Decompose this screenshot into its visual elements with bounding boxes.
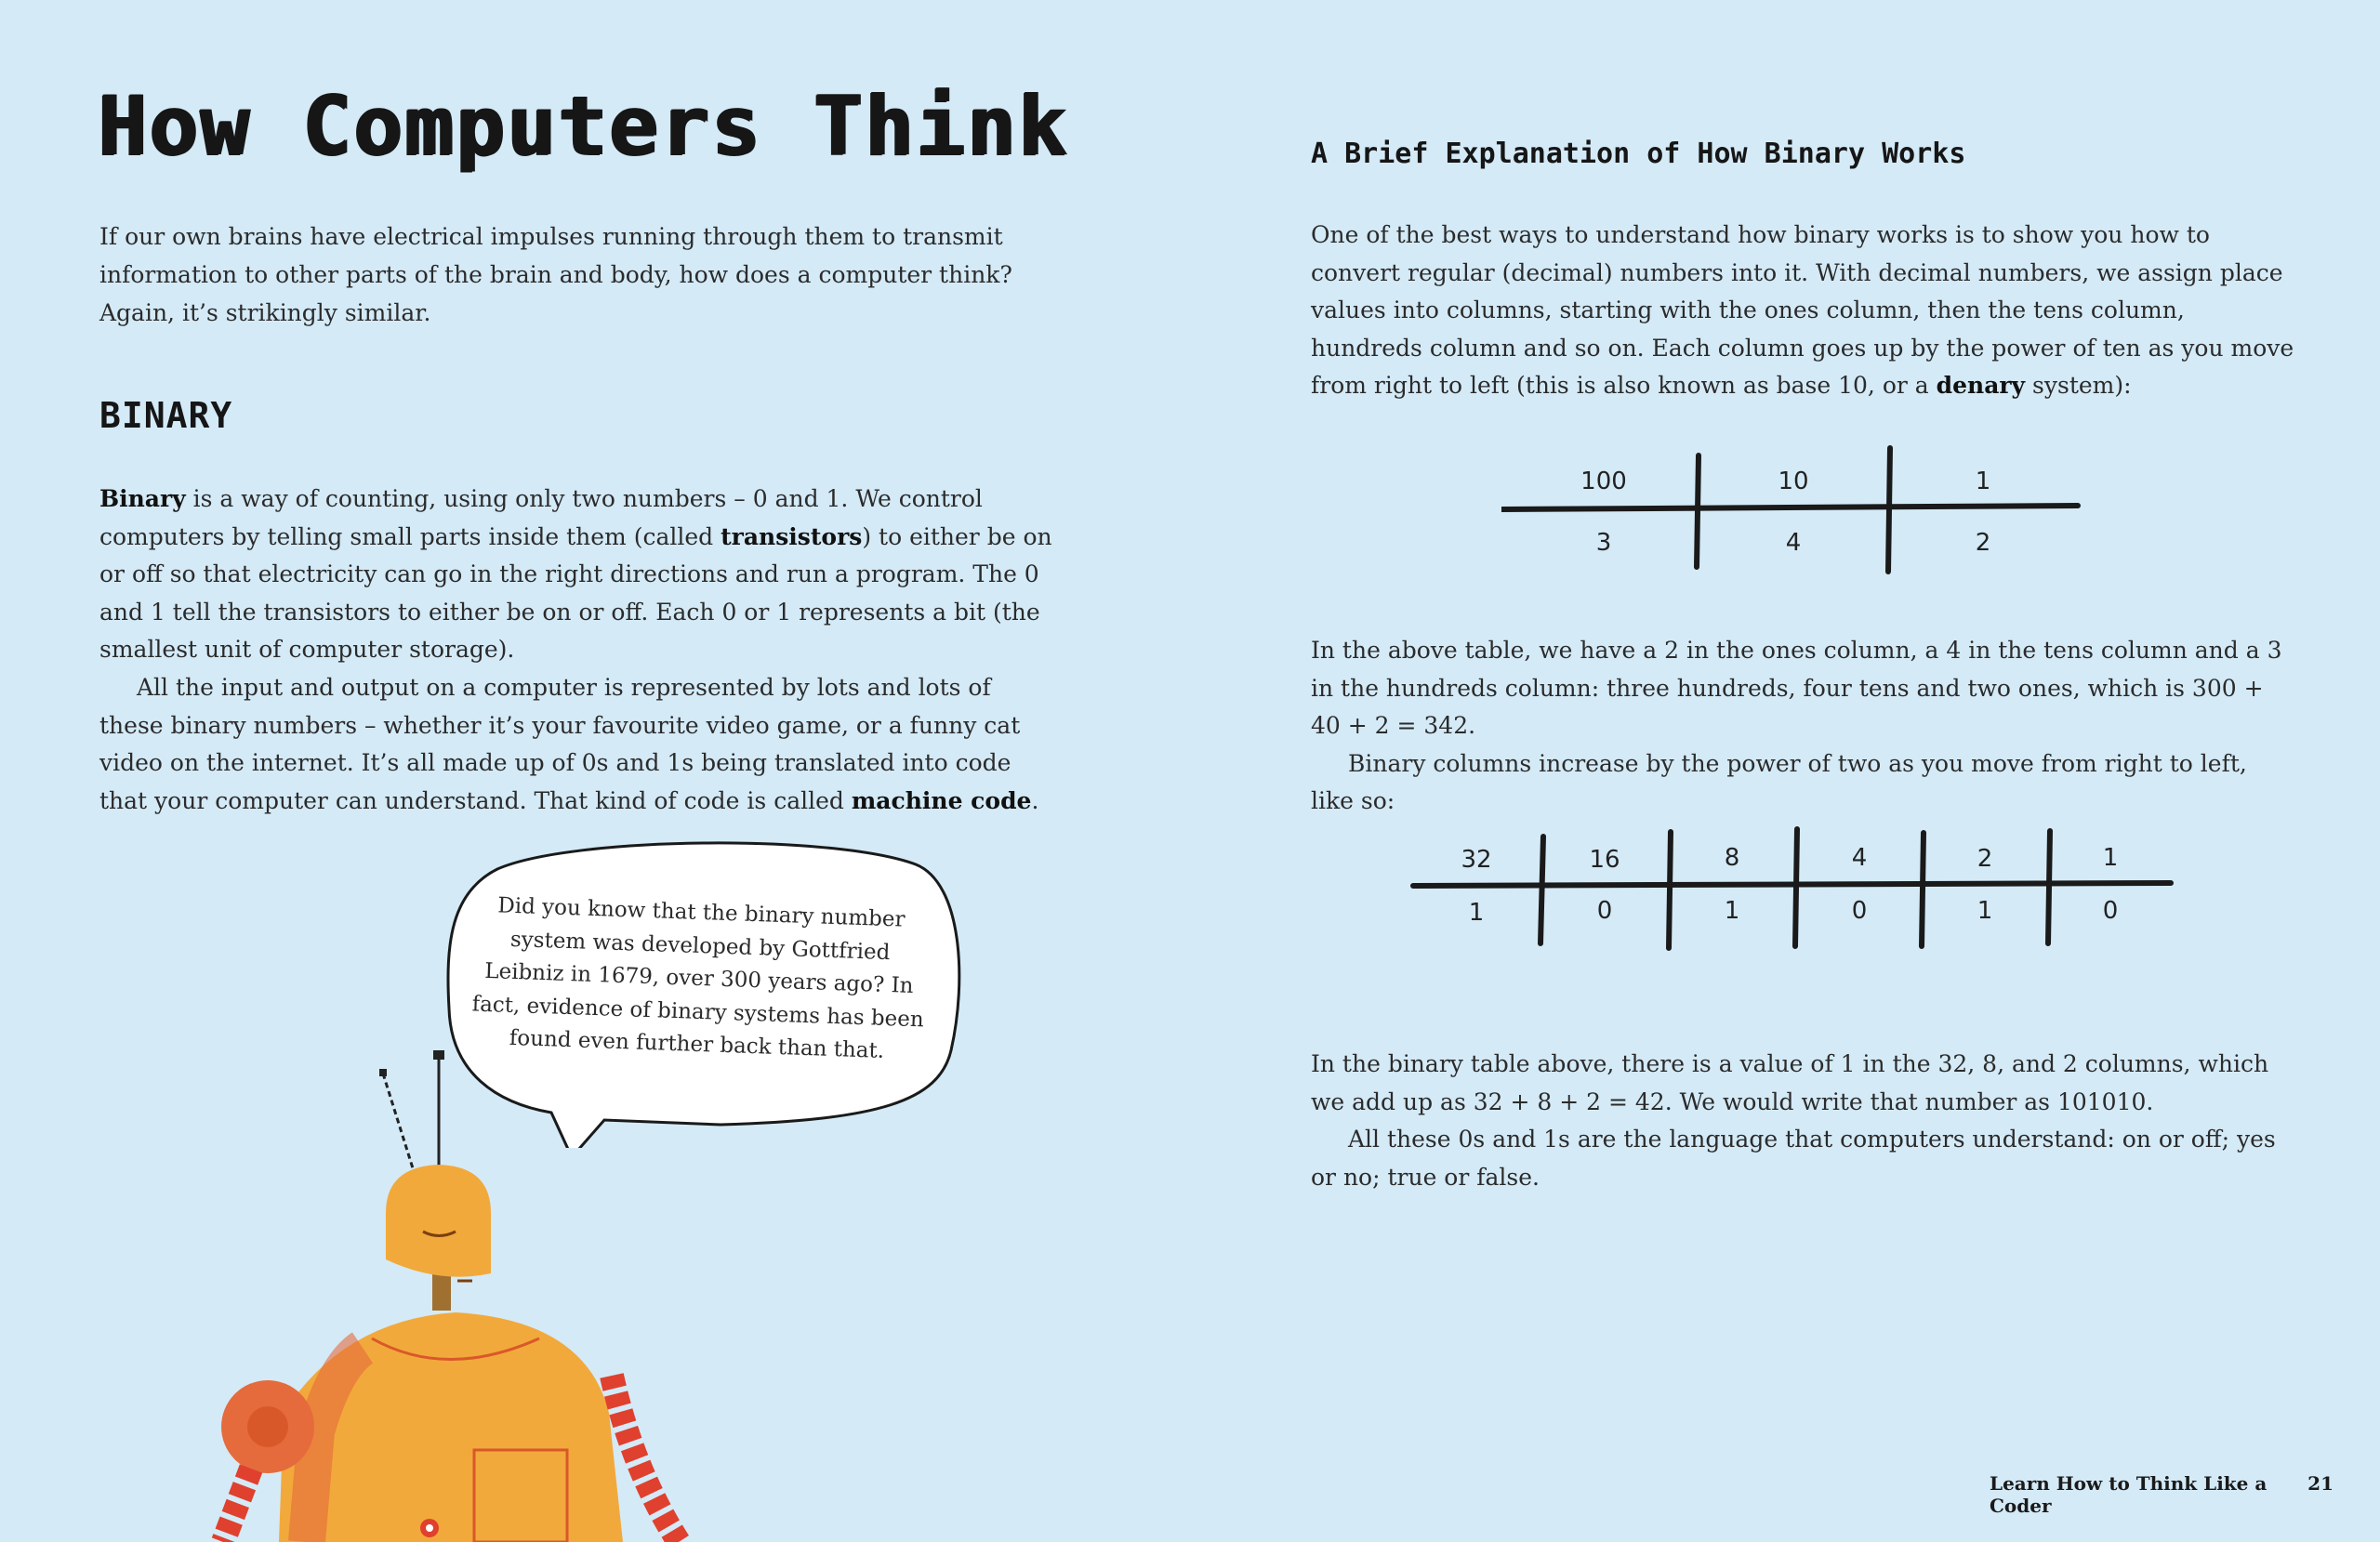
footer-book-title: Learn How to Think Like a Coder [1990, 1472, 2268, 1517]
right-paragraph-1 [1311, 217, 2296, 405]
right-p1 [1311, 217, 2296, 405]
right-p1-text-1: One of the best ways to understand how binary works is to show you how to convert regular (decimal) numbers into it. With decimal numbers, we assign place values into columns, starting with the ones column, then the tens column, hundreds column and so on. Each column goes up by the power of ten as you move from right to left (this is also known as base 10, or a [1311, 221, 2294, 400]
decimal-value-1: 4 [1785, 529, 1802, 557]
binary-value-4: 1 [1977, 897, 1993, 925]
right-p3: Binary columns increase by the power of two as you move from right to left, like so: [1311, 749, 2247, 815]
speech-bubble-text: Did you know that the binary number system was developed by Gottfried Leibniz in 1679, over 300 years ago? In fact, evidence of binary systems has been found even further back than that. [471, 893, 925, 1063]
right-p2: In the above table, we have a 2 in the ones column, a 4 in the tens column and a 3 in the hundreds column: three hundreds, four tens and two ones, which is 300 + 40 + 2 = 342. [1311, 637, 2282, 740]
robot-illustration [195, 1041, 753, 1542]
right-paragraph-3 [1311, 1046, 2296, 1196]
binary-header-2: 8 [1724, 844, 1740, 872]
decimal-value-0: 3 [1595, 529, 1612, 557]
binary-p2-text-2: . [1031, 786, 1039, 814]
section-heading-binary: BINARY [99, 395, 233, 436]
binary-value-0: 1 [1468, 899, 1485, 927]
binary-p1-text-1: is a way of counting, using only two numbers – 0 and 1. We control computers by telling small parts inside them (called [99, 485, 983, 550]
binary-value-2: 1 [1724, 897, 1740, 925]
decimal-header-1: 10 [1778, 468, 1809, 495]
page-title: How Computers Think [98, 78, 1069, 174]
binary-body [99, 481, 1057, 820]
term-binary: Binary [99, 485, 186, 512]
decimal-place-value-table [1501, 437, 2087, 586]
binary-paragraph-2 [99, 669, 1057, 820]
footer-page-number: 21 [2307, 1472, 2334, 1495]
binary-value-3: 0 [1851, 897, 1868, 925]
binary-header-4: 2 [1977, 845, 1993, 873]
binary-header-5: 1 [2102, 844, 2119, 872]
right-heading: A Brief Explanation of How Binary Works [1311, 138, 1966, 170]
right-p5: All these 0s and 1s are the language that computers understand: on or off; yes or no; true or false. [1311, 1126, 2276, 1191]
page-footer [1990, 1472, 2334, 1517]
binary-p1-text-2: ) to either be on or off so that electricity can go in the right directions and run a program. The 0 and 1 tell the transistors to either be on or off. Each 0 or 1 represents a bit (the smallest unit of computer storage). [99, 522, 1052, 664]
binary-place-value-table [1408, 818, 2180, 957]
decimal-header-2: 1 [1975, 468, 1991, 495]
binary-paragraph-1 [99, 481, 1057, 669]
term-transistors: transistors [721, 522, 863, 550]
term-denary: denary [1936, 372, 2026, 400]
binary-header-3: 4 [1851, 844, 1868, 872]
binary-p2-text-1: All the input and output on a computer is represented by lots and lots of these binary numbers – whether it’s your favourite video game, or a funny cat video on the internet. It’s all made up of 0s and 1s being translated into code that your computer can understand. That kind of code is called [99, 673, 1021, 814]
lead-paragraph: If our own brains have electrical impulses running through them to transmit information to other parts of the brain and body, how does a computer think? Again, it’s strikingly similar. [99, 223, 1012, 326]
right-p1-text-2: system): [2025, 372, 2132, 400]
decimal-header-0: 100 [1580, 468, 1627, 495]
binary-value-1: 0 [1596, 897, 1613, 925]
right-paragraph-2 [1311, 632, 2296, 821]
right-p4: In the binary table above, there is a value of 1 in the 32, 8, and 2 columns, which we add up as 32 + 8 + 2 = 42. We would write that number as 101010. [1311, 1050, 2269, 1115]
decimal-value-2: 2 [1975, 529, 1991, 557]
binary-value-5: 0 [2102, 897, 2119, 925]
binary-header-0: 32 [1461, 846, 1492, 874]
term-machine-code: machine code [851, 786, 1032, 814]
binary-header-1: 16 [1589, 846, 1620, 874]
